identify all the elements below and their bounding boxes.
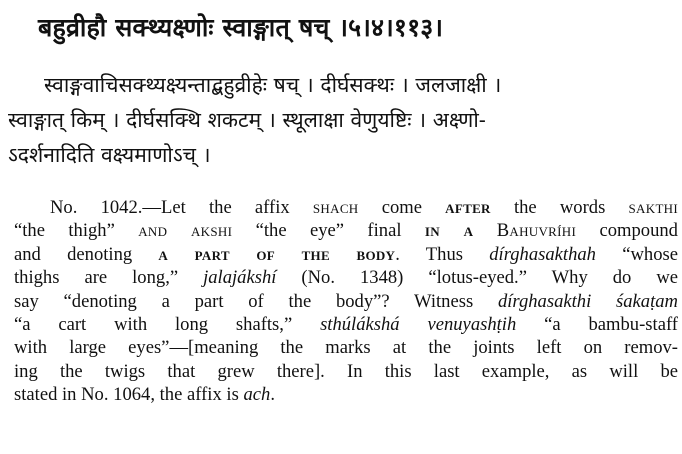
text-run: ing the twigs that grew there]. In this last example, as will be bbox=[14, 360, 678, 382]
term-shach: shach bbox=[312, 197, 359, 218]
text-run: stated in No. 1064, the affix is bbox=[14, 384, 244, 406]
text-run: the words bbox=[490, 197, 629, 218]
commentary-line bbox=[14, 360, 678, 383]
commentary-line bbox=[14, 196, 678, 219]
term-part-of-body: a part of the body bbox=[158, 243, 396, 265]
example-dirghasakthi-sakatam: dírghasakthi śakaṭam bbox=[497, 290, 678, 312]
example-jalajakshi: jalajákshí bbox=[203, 267, 277, 289]
sanskrit-vritti bbox=[8, 68, 678, 173]
text-run: with large eyes”—[meaning the marks at the joints left on remov- bbox=[14, 337, 678, 359]
text-run: “the eye” final bbox=[232, 220, 425, 242]
term-bahuvrihi: Bahuvríhi bbox=[496, 220, 577, 242]
vritti-line: ऽदर्शनादिति वक्ष्यमाणोऽच् । bbox=[8, 143, 211, 167]
term-sakthi: sakthi bbox=[628, 197, 678, 218]
vritti-line: स्वाङ्गात् किम् । दीर्घसक्थि शकटम् । स्थूलाक्षा वेणुयष्टिः । अक्ष्णो- bbox=[8, 108, 486, 132]
commentary-line bbox=[14, 243, 678, 266]
commentary-line bbox=[14, 383, 678, 406]
vritti-line: स्वाङ्गवाचिसक्थ्यक्ष्यन्ताद्बहुव्रीहेः षच् । दीर्घसक्थः । जलजाक्षी । bbox=[44, 73, 502, 97]
text-run: come bbox=[358, 197, 446, 218]
text-run: compound bbox=[576, 220, 678, 242]
commentary-line bbox=[14, 313, 678, 336]
term-and-akshi: and akshi bbox=[138, 220, 233, 242]
sutra-heading: बहुव्रीहौ सक्थ्यक्ष्णोः स्वाङ्गात् षच् ।५।४।११३। bbox=[38, 13, 444, 42]
commentary-line bbox=[14, 290, 678, 313]
text-run: . bbox=[270, 384, 275, 406]
text-run: “a bambu-staff bbox=[516, 314, 679, 336]
commentary-line bbox=[14, 266, 678, 289]
english-commentary bbox=[14, 196, 678, 407]
text-run: “whose bbox=[595, 243, 678, 265]
text-run: and denoting bbox=[14, 243, 159, 265]
example-sthulaksha: sthúlákshá venuyashṭih bbox=[320, 314, 517, 336]
text-run: “a cart with long shafts,” bbox=[14, 314, 321, 336]
commentary-line bbox=[14, 219, 678, 242]
text-run: thighs are long,” bbox=[14, 267, 204, 289]
term-in-a: in a bbox=[424, 220, 474, 242]
text-run: say “denoting a part of the body”? Witness bbox=[14, 290, 498, 312]
example-dirghasakthah: dírghasakthah bbox=[489, 243, 596, 265]
rule-number-text: No. 1042.—Let the affix bbox=[50, 197, 313, 218]
text-run: “the thigh” bbox=[14, 220, 139, 242]
text-run bbox=[473, 220, 496, 241]
term-after: after bbox=[445, 197, 491, 218]
text-run: (No. 1348) “lotus-eyed.” Why do we bbox=[276, 267, 679, 289]
term-ach: ach bbox=[243, 384, 271, 406]
text-run: . Thus bbox=[395, 243, 490, 265]
commentary-line bbox=[14, 336, 678, 359]
